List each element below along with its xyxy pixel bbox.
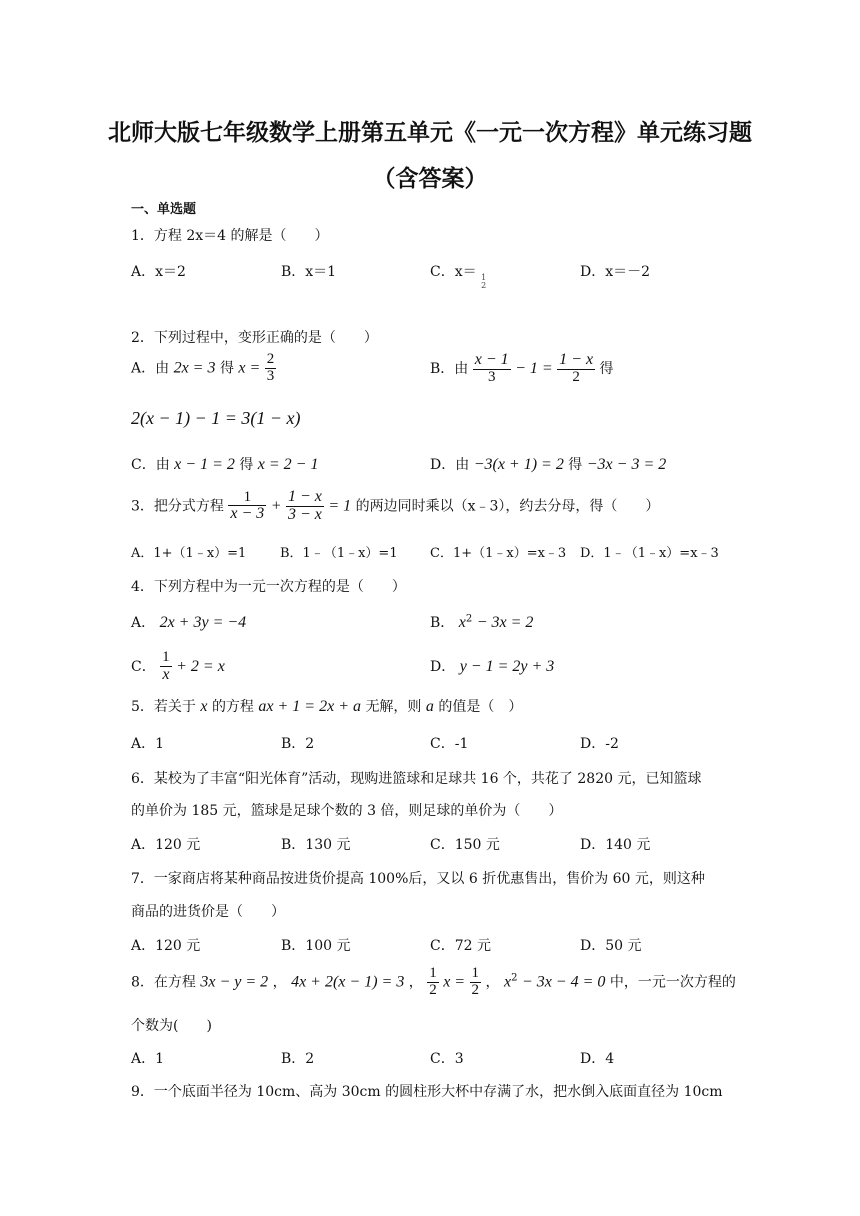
- q5-option-d: D．-2: [580, 736, 619, 752]
- q3-option-b: B．1﹣（1﹣x）=1: [280, 546, 398, 561]
- q2-option-a: A．由 2x = 3 得 x = $\frac{2}{3}$: [131, 351, 275, 384]
- q8-option-a: A．1: [131, 1051, 165, 1067]
- q4-option-d: D． y − 1 = 2y + 3: [430, 658, 555, 675]
- question-5-stem: 5．若关于 x 的方程 ax + 1 = 2x + a 无解，则 a 的值是（ ）: [131, 698, 523, 715]
- q2-option-b-result: 2(x − 1) − 1 = 3(1 − x): [131, 408, 301, 428]
- q6-option-c: C．150 元: [430, 837, 500, 853]
- question-6-line-1: 6．某校为了丰富“阳光体育”活动，现购进篮球和足球共 16 个，共花了 2820 元，已知篮球: [131, 771, 702, 787]
- question-4-stem: 4．下列方程中为一元一次方程的是（ ）: [131, 579, 406, 595]
- q7-option-a: A．120 元: [131, 938, 201, 954]
- q1-option-c-label: C．x＝: [430, 264, 477, 280]
- q2-option-b: B．由 $\frac{x - 1}{3}$ − 1 = $\frac{1 - x}{2}$ 得: [430, 351, 614, 385]
- q3-option-a: A．1+（1﹣x）=1: [131, 546, 247, 561]
- q8-option-c: C．3: [430, 1051, 464, 1067]
- q2-option-c: C．由 x − 1 = 2 得 x = 2 − 1: [131, 456, 319, 473]
- section-heading: 一、单选题: [131, 202, 197, 217]
- q1-option-c-fraction: 1 2: [481, 273, 487, 290]
- q7-option-c: C．72 元: [430, 938, 491, 954]
- q4-option-a: A． 2x + 3y = −4: [131, 614, 247, 631]
- question-2-stem: 2．下列过程中，变形正确的是（ ）: [131, 330, 378, 346]
- q6-option-b: B．130 元: [281, 837, 351, 853]
- q3-option-d: D．1﹣（1﹣x）=x﹣3: [580, 546, 719, 561]
- q6-option-d: D．140 元: [580, 837, 651, 853]
- q8-option-d: D．4: [580, 1051, 615, 1067]
- q4-option-b: B． $x^2 - 3x = 2$: [430, 613, 534, 631]
- q2-option-d: D．由 −3(x + 1) = 2 得 −3x − 3 = 2: [430, 456, 667, 473]
- title-line-1: 北师大版七年级数学上册第五单元《一元一次方程》单元练习题: [108, 120, 752, 146]
- q5-option-b: B．2: [281, 736, 315, 752]
- q3-option-c: C．1+（1﹣x）=x﹣3: [430, 546, 567, 561]
- question-3-stem: 3．把分式方程 $\frac{1}{x - 3}$ + $\frac{1 - x}{3 - x}$ = 1 的两边同时乘以（x﹣3），约去分母，得（ ）: [131, 488, 660, 523]
- question-9-line-1: 9．一个底面半径为 10cm、高为 30cm 的圆柱形大杯中存满了水，把水倒入底面直径为 10cm: [131, 1084, 723, 1100]
- question-7-line-2: 商品的进货价是（ ）: [131, 904, 285, 920]
- q1-option-b: B．x＝1: [281, 264, 337, 280]
- q1-option-d: D．x＝－2: [580, 264, 651, 280]
- q7-option-d: D．50 元: [580, 938, 642, 954]
- q5-option-a: A．1: [131, 736, 165, 752]
- q6-option-a: A．120 元: [131, 837, 201, 853]
- title-line-2: （含答案）: [372, 166, 488, 192]
- question-8-line-2: 个数为( ): [131, 1018, 212, 1034]
- q4-option-c: C． $\frac{1}{x}$ + 2 = x: [131, 649, 225, 683]
- q5-option-c: C．-1: [430, 736, 469, 752]
- q1-option-c: [430, 261, 487, 290]
- question-8-line-1: 8．在方程 3x − y = 2 ， 4x + 2(x − 1) = 3 ， $\frac{1}{2}$ x = $\frac{1}{2}$ ， $x^2 - 3x - 4 = 0$ 中，一元一次方程的: [131, 965, 736, 998]
- question-7-line-1: 7．一家商店将某种商品按进货价提高 100%后，又以 6 折优惠售出，售价为 60 元，则这种: [131, 871, 705, 887]
- question-6-line-2: 的单价为 185 元，篮球是足球个数的 3 倍，则足球的单价为（ ）: [131, 803, 563, 819]
- q7-option-b: B．100 元: [281, 938, 351, 954]
- q8-option-b: B．2: [281, 1051, 315, 1067]
- q1-option-a: A．x＝2: [131, 264, 186, 280]
- question-1-stem: 1．方程 2x＝4 的解是（ ）: [131, 228, 329, 244]
